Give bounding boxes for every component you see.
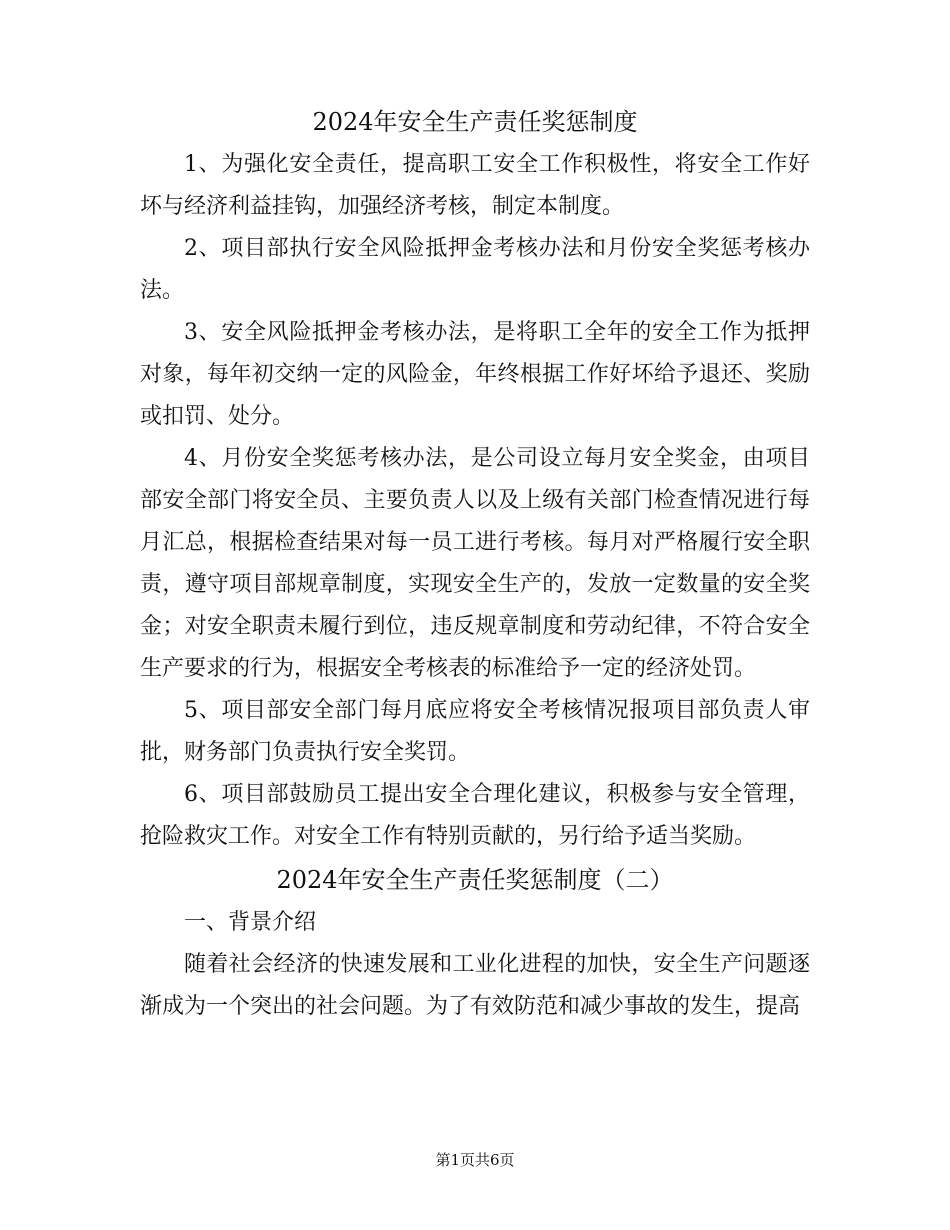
document-body — [140, 100, 810, 1028]
section-heading: 一、背景介绍 — [184, 910, 317, 935]
section-paragraph: 随着社会经济的快速发展和工业化进程的加快，安全生产问题逐渐成为一个突出的社会问题。为了有效防范和减少事故的发生，提高 — [140, 952, 810, 1019]
paragraph-3: 3、安全风险抵押金考核办法，是将职工全年的安全工作为抵押对象，每年初交纳一定的风险金，年终根据工作好坏给予退还、奖励或扣罚、处分。 — [140, 320, 810, 429]
paragraph-4: 4、月份安全奖惩考核办法，是公司设立每月安全奖金，由项目部安全部门将安全员、主要负责人以及上级有关部门检查情况进行每月汇总，根据检查结果对每一员工进行考核。每月对严格履行安全职责，遵守项目部规章制度，实现安全生产的，发放一定数量的安全奖金；对安全职责未履行到位，违反规章制度和劳动纪律，不符合安全生产要求的行为，根据安全考核表的标准给予一定的经济处罚。 — [140, 446, 810, 681]
paragraph-2: 2、项目部执行安全风险抵押金考核办法和月份安全奖惩考核办法。 — [140, 236, 810, 303]
document-title: 2024年安全生产责任奖惩制度 — [312, 108, 638, 136]
paragraph-5: 5、项目部安全部门每月底应将安全考核情况报项目部负责人审批，财务部门负责执行安全奖罚。 — [140, 698, 810, 765]
page-footer: 第1页共6页 — [435, 1151, 515, 1169]
second-title: 2024年安全生产责任奖惩制度（二） — [276, 866, 674, 894]
paragraph-6: 6、项目部鼓励员工提出安全合理化建议，积极参与安全管理，抢险救灾工作。对安全工作有特别贡献的，另行给予适当奖励。 — [140, 782, 810, 849]
paragraph-1: 1、为强化安全责任，提高职工安全工作积极性，将安全工作好坏与经济利益挂钩，加强经济考核，制定本制度。 — [140, 152, 810, 219]
